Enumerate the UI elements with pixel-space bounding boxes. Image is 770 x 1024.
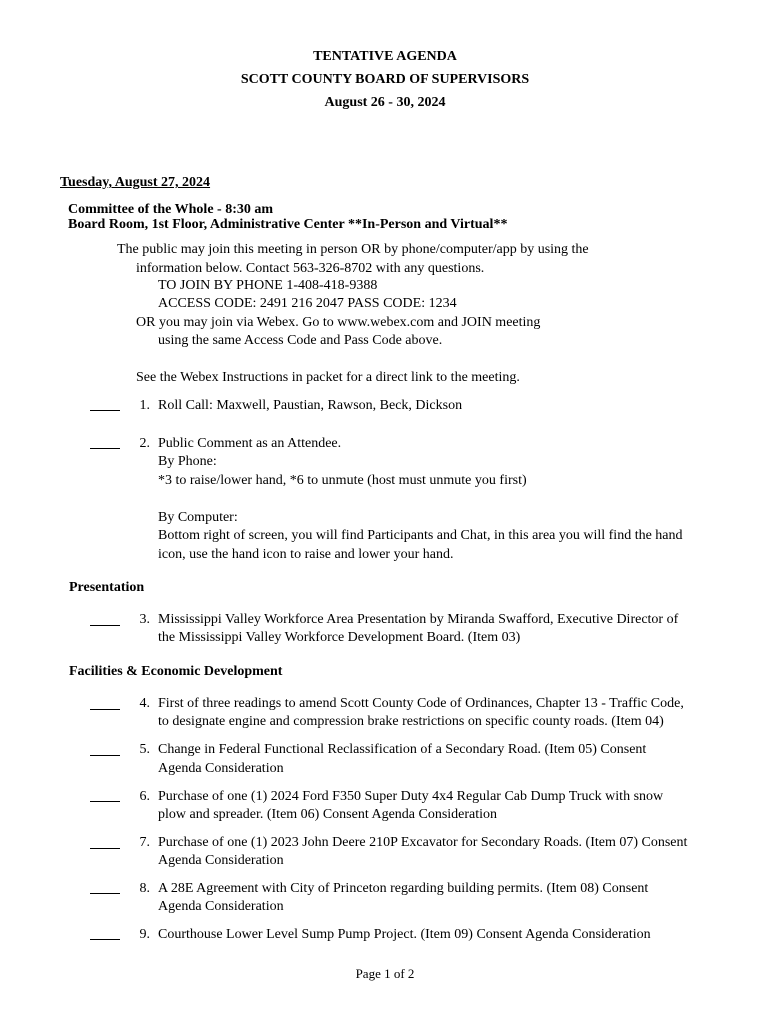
- item-text-2-line-6: Bottom right of screen, you will find Participants and Chat, in this area you will find the hand: [158, 528, 683, 543]
- item-text-1: Roll Call: Maxwell, Paustian, Rawson, Beck, Dickson: [158, 398, 463, 413]
- public-info-line-2: information below. Contact 563-326-8702 with any questions.: [136, 261, 485, 276]
- item-text-5-line-1: Change in Federal Functional Reclassification of a Secondary Road. (Item 05) Consent: [158, 742, 647, 757]
- agenda-title: TENTATIVE AGENDA: [313, 49, 457, 64]
- item-text-5-line-2: Agenda Consideration: [158, 761, 284, 776]
- phone-number: TO JOIN BY PHONE 1-408-418-9388: [158, 278, 378, 293]
- item-blank-3: [90, 625, 120, 626]
- item-text-2-line-1: Public Comment as an Attendee.: [158, 436, 342, 451]
- item-blank-6: [90, 801, 120, 802]
- item-text-3-line-2: the Mississippi Valley Workforce Development Board. (Item 03): [158, 630, 521, 645]
- section-facilities: Facilities & Economic Development: [69, 664, 283, 679]
- public-info-line-1: The public may join this meeting in person OR by phone/computer/app by using the: [117, 242, 589, 257]
- item-blank-5: [90, 755, 120, 756]
- webex-info: OR you may join via Webex. Go to www.webex.com and JOIN meeting: [136, 315, 541, 330]
- page-number: Page 1 of 2: [355, 966, 415, 981]
- item-number-4: 4.: [139, 696, 150, 711]
- meeting-title: Committee of the Whole - 8:30 am: [68, 202, 274, 217]
- item-text-7-line-2: Agenda Consideration: [158, 853, 284, 868]
- access-code: ACCESS CODE: 2491 216 2047 PASS CODE: 1234: [158, 296, 457, 311]
- item-text-2-line-7: icon, use the hand icon to raise and lower your hand.: [158, 547, 454, 562]
- date-range: August 26 - 30, 2024: [324, 95, 446, 110]
- meeting-location: Board Room, 1st Floor, Administrative Center **In-Person and Virtual**: [68, 217, 508, 232]
- item-number-8: 8.: [139, 881, 150, 896]
- item-number-2: 2.: [139, 436, 150, 451]
- item-text-4-line-2: to designate engine and compression brake restrictions on specific county roads. (Item 04): [158, 714, 664, 729]
- item-blank-9: [90, 939, 120, 940]
- item-text-2-line-2: By Phone:: [158, 454, 217, 469]
- item-blank-4: [90, 709, 120, 710]
- meeting-date-heading: Tuesday, August 27, 2024: [60, 175, 211, 190]
- item-text-2-line-5: By Computer:: [158, 510, 238, 525]
- item-number-5: 5.: [139, 742, 150, 757]
- item-text-9-line-1: Courthouse Lower Level Sump Pump Project. (Item 09) Consent Agenda Consideration: [158, 927, 651, 942]
- item-blank-8: [90, 893, 120, 894]
- item-text-3-line-1: Mississippi Valley Workforce Area Presentation by Miranda Swafford, Executive Director of: [158, 612, 679, 627]
- item-text-8-line-2: Agenda Consideration: [158, 899, 284, 914]
- item-number-3: 3.: [139, 612, 150, 627]
- item-text-2-line-3: *3 to raise/lower hand, *6 to unmute (host must unmute you first): [158, 473, 527, 488]
- item-text-6-line-1: Purchase of one (1) 2024 Ford F350 Super Duty 4x4 Regular Cab Dump Truck with snow: [158, 789, 664, 804]
- item-number-9: 9.: [139, 927, 150, 942]
- item-blank-7: [90, 848, 120, 849]
- board-name: SCOTT COUNTY BOARD OF SUPERVISORS: [240, 72, 530, 87]
- webex-instructions: See the Webex Instructions in packet for a direct link to the meeting.: [136, 370, 520, 385]
- item-text-4-line-1: First of three readings to amend Scott County Code of Ordinances, Chapter 13 - Traffic Code,: [158, 696, 684, 711]
- item-number-7: 7.: [139, 835, 150, 850]
- item-number-6: 6.: [139, 789, 150, 804]
- item-blank-2: [90, 448, 120, 449]
- item-blank-1: [90, 410, 120, 411]
- section-presentation: Presentation: [69, 580, 145, 595]
- item-number-1: 1.: [139, 398, 150, 413]
- item-text-7-line-1: Purchase of one (1) 2023 John Deere 210P Excavator for Secondary Roads. (Item 07) Consent: [158, 835, 688, 850]
- item-text-8-line-1: A 28E Agreement with City of Princeton regarding building permits. (Item 08) Consent: [158, 881, 649, 896]
- webex-info-2: using the same Access Code and Pass Code above.: [158, 333, 443, 348]
- item-text-6-line-2: plow and spreader. (Item 06) Consent Agenda Consideration: [158, 807, 498, 822]
